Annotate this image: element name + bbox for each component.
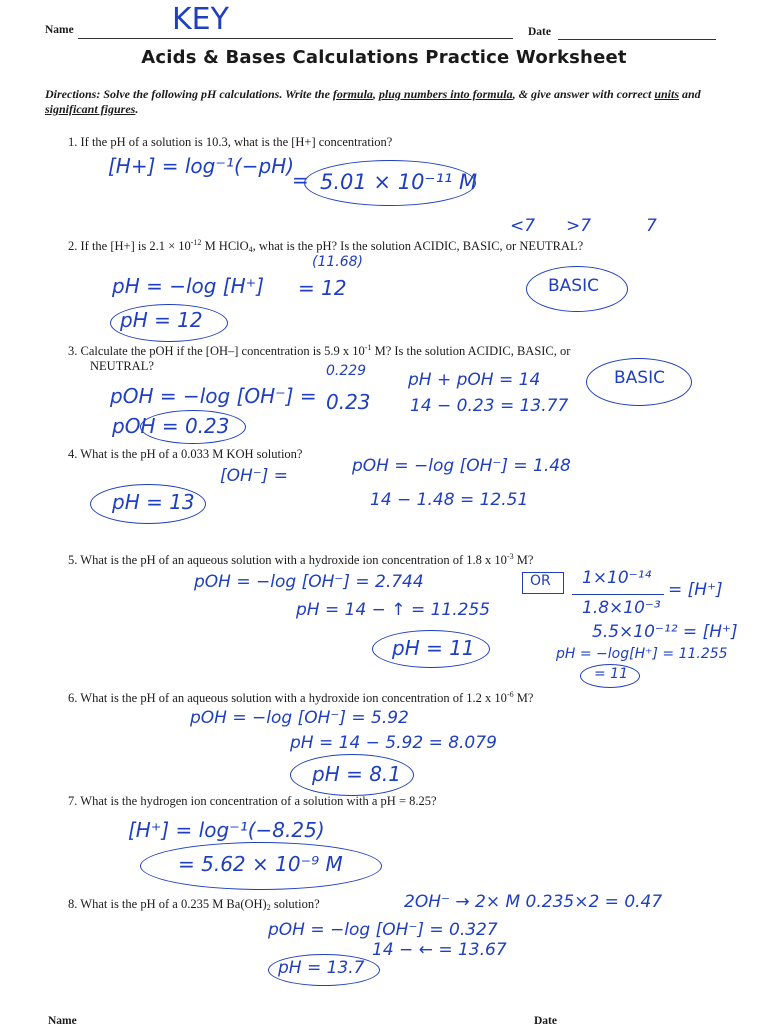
question-3-line2: NEUTRAL? — [90, 359, 154, 373]
question-3 — [68, 343, 570, 359]
answer-7-formula: [H⁺] = log⁻¹(−8.25) — [128, 818, 325, 842]
q2-sub: 4 — [248, 245, 253, 254]
date-label: Date — [528, 26, 551, 38]
page-title: Acids & Bases Calculations Practice Worksheet — [141, 47, 627, 68]
answer-4-calc: 14 − 1.48 = 12.51 — [370, 490, 529, 510]
answer-3-value: 0.23 — [326, 390, 371, 414]
question-2 — [68, 238, 583, 254]
answer-1-result: 5.01 × 10⁻¹¹ M — [320, 170, 478, 194]
question-7: 7. What is the hydrogen ion concentration of a solution with a pH = 8.25? — [68, 794, 437, 808]
question-6 — [68, 690, 533, 706]
answer-4-formula: pOH = −log [OH⁻] = 1.48 — [352, 456, 571, 476]
answer-8-calc: 14 − ← = 13.67 — [372, 940, 507, 960]
directions-and: and — [679, 87, 701, 101]
answer-3-calc: 14 − 0.23 = 13.77 — [410, 396, 569, 416]
answer-2-7: 7 — [646, 216, 657, 236]
answer-5-eqh: = [H⁺] — [668, 580, 723, 600]
answer-5-or: OR — [530, 573, 551, 589]
answer-6-calc: pH = 14 − 5.92 = 8.079 — [290, 733, 497, 753]
answer-8-final: pH = 13.7 — [278, 958, 365, 978]
answer-4-note: [OH⁻] = — [220, 466, 289, 486]
answer-2-type: BASIC — [548, 276, 599, 296]
answer-3-type: BASIC — [614, 368, 665, 388]
question-8 — [68, 897, 320, 912]
answer-5-formula: pOH = −log [OH⁻] = 2.744 — [194, 572, 424, 592]
answer-5-fraction-bar — [572, 594, 664, 595]
answer-5-den: 1.8×10⁻³ — [582, 598, 661, 618]
answer-5-alt-final: = 11 — [594, 666, 628, 682]
q5-pre: 5. What is the pH of an aqueous solution with a hydroxide ion concentration of 1.8 x 10 — [68, 553, 507, 567]
directions-sigfigs: significant figures — [45, 102, 136, 116]
answer-8-formula: pOH = −log [OH⁻] = 0.327 — [268, 920, 498, 940]
q2-exp: -12 — [190, 238, 202, 247]
date-line — [558, 39, 716, 40]
q8-post: solution? — [270, 897, 320, 911]
answer-5-h: 5.5×10⁻¹² = [H⁺] — [592, 622, 738, 642]
answer-2-paren: (11.68) — [312, 254, 364, 270]
answer-5-final: pH = 11 — [392, 636, 475, 660]
answer-1-eq: = — [292, 168, 309, 192]
answer-5-calc: pH = 14 − ↑ = 11.255 — [296, 600, 491, 620]
footer-date-label: Date — [534, 1015, 557, 1027]
answer-6-formula: pOH = −log [OH⁻] = 5.92 — [190, 708, 409, 728]
answer-2-gt7: >7 — [566, 216, 592, 236]
answer-7-result: = 5.62 × 10⁻⁹ M — [178, 852, 343, 876]
q6-post: M? — [513, 691, 534, 705]
q5-post: M? — [513, 553, 534, 567]
answer-2-value: = 12 — [298, 276, 347, 300]
answer-5-num: 1×10⁻¹⁴ — [582, 568, 652, 588]
question-1: 1. If the pH of a solution is 10.3, what is the [H+] concentration? — [68, 135, 393, 149]
q3-exp: -1 — [364, 343, 372, 352]
name-label: Name — [45, 24, 74, 36]
question-4: 4. What is the pH of a 0.033 M KOH solution? — [68, 447, 303, 461]
directions-mid: , & give answer with correct — [512, 87, 655, 101]
directions-end: . — [135, 102, 139, 116]
q5-exp: -3 — [506, 552, 514, 561]
directions-lead: Directions: Solve the following pH calculations. Write the — [45, 87, 333, 101]
answer-1-formula: [H+] = log⁻¹(−pH) — [108, 154, 295, 178]
directions-sep: , — [372, 87, 379, 101]
answer-2-formula: pH = −log [H⁺] — [112, 274, 265, 298]
answer-5-alt: pH = −log[H⁺] = 11.255 — [556, 646, 728, 662]
q3-post: M? Is the solution ACIDIC, BASIC, or — [371, 344, 571, 358]
answer-6-final: pH = 8.1 — [312, 762, 402, 786]
q6-exp: -6 — [506, 690, 514, 699]
directions-formula: formula — [332, 87, 373, 101]
name-line — [78, 38, 513, 39]
answer-4-final: pH = 13 — [112, 490, 195, 514]
name-value: KEY — [172, 2, 229, 37]
q6-pre: 6. What is the pH of an aqueous solution with a hydroxide ion concentration of 1.2 x 10 — [68, 691, 507, 705]
answer-3-raw: 0.229 — [326, 363, 367, 379]
directions-units: units — [654, 87, 679, 101]
answer-2-final: pH = 12 — [120, 308, 203, 332]
q2-pre: 2. If the [H+] is 2.1 × 10 — [68, 239, 191, 253]
q2-mid: M HClO — [201, 239, 249, 253]
directions-plug: plug numbers into formula — [378, 87, 513, 101]
question-5 — [68, 552, 533, 568]
answer-8-note: 2OH⁻ → 2× M 0.235×2 = 0.47 — [404, 892, 663, 912]
q8-pre: 8. What is the pH of a 0.235 M Ba(OH) — [68, 897, 267, 911]
answer-2-lt7: <7 — [510, 216, 536, 236]
q3-pre: 3. Calculate the pOH if the [OH–] concentration is 5.9 x 10 — [68, 344, 365, 358]
q8-sub: 2 — [266, 903, 271, 912]
answer-3-formula: pOH = −log [OH⁻] = — [110, 384, 317, 408]
q2-post: , what is the pH? Is the solution ACIDIC, BASIC, or NEUTRAL? — [252, 239, 584, 253]
answer-3-sum: pH + pOH = 14 — [408, 370, 541, 390]
directions — [45, 87, 715, 117]
footer-name-label: Name — [48, 1015, 77, 1027]
answer-3-final: pOH = 0.23 — [112, 414, 230, 438]
